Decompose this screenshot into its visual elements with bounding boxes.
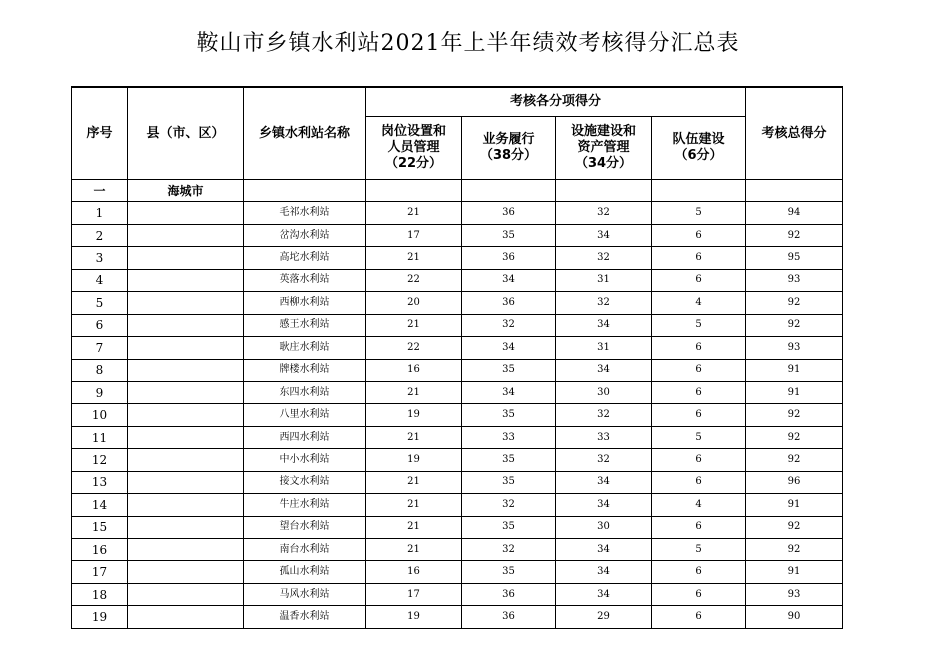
cell-staffing-score: 21 bbox=[366, 516, 462, 538]
table-row bbox=[72, 583, 843, 605]
cell-total-score: 92 bbox=[746, 516, 843, 538]
cell-total-score: 91 bbox=[746, 561, 843, 583]
table-row bbox=[72, 449, 843, 471]
header-team: 队伍建设 （6分） bbox=[652, 117, 746, 180]
table-row bbox=[72, 516, 843, 538]
table-row bbox=[72, 494, 843, 516]
cell-seq: 13 bbox=[72, 471, 128, 493]
cell-facilities-score: 34 bbox=[556, 561, 652, 583]
cell-seq: 1 bbox=[72, 202, 128, 224]
cell-team-score: 5 bbox=[652, 426, 746, 448]
cell-county bbox=[128, 224, 244, 246]
cell-staffing-score: 17 bbox=[366, 224, 462, 246]
cell-staffing-score: 16 bbox=[366, 561, 462, 583]
cell-station: 岔沟水利站 bbox=[244, 224, 366, 246]
cell-staffing-score: 21 bbox=[366, 381, 462, 403]
table-row bbox=[72, 202, 843, 224]
cell-total-score: 94 bbox=[746, 202, 843, 224]
header-subscores-group: 考核各分项得分 bbox=[366, 87, 746, 117]
cell-staffing-score: 21 bbox=[366, 426, 462, 448]
cell-business-score: 35 bbox=[462, 404, 556, 426]
cell-facilities-score: 30 bbox=[556, 381, 652, 403]
cell-business-score: 35 bbox=[462, 359, 556, 381]
cell-county bbox=[128, 494, 244, 516]
cell-staffing-score: 21 bbox=[366, 471, 462, 493]
cell-business-score: 34 bbox=[462, 381, 556, 403]
cell-station: 牌楼水利站 bbox=[244, 359, 366, 381]
header-business: 业务履行 （38分） bbox=[462, 117, 556, 180]
header-total: 考核总得分 bbox=[746, 87, 843, 180]
cell-total-score: 92 bbox=[746, 224, 843, 246]
cell-station: 望台水利站 bbox=[244, 516, 366, 538]
cell-team-score: 6 bbox=[652, 583, 746, 605]
table-row bbox=[72, 404, 843, 426]
cell-team-score: 6 bbox=[652, 561, 746, 583]
cell-total-score: 92 bbox=[746, 314, 843, 336]
cell-seq: 19 bbox=[72, 606, 128, 628]
header-county: 县（市、区） bbox=[128, 87, 244, 180]
header-station: 乡镇水利站名称 bbox=[244, 87, 366, 180]
cell-facilities-score: 32 bbox=[556, 404, 652, 426]
cell-total-score: 93 bbox=[746, 337, 843, 359]
group-county: 海城市 bbox=[128, 180, 244, 202]
table-row bbox=[72, 314, 843, 336]
cell-facilities-score: 34 bbox=[556, 583, 652, 605]
table-row bbox=[72, 337, 843, 359]
cell-team-score: 6 bbox=[652, 449, 746, 471]
cell-station: 南台水利站 bbox=[244, 539, 366, 561]
cell-business-score: 34 bbox=[462, 337, 556, 359]
cell-team-score: 6 bbox=[652, 516, 746, 538]
cell-staffing-score: 21 bbox=[366, 539, 462, 561]
table-row bbox=[72, 224, 843, 246]
cell-county bbox=[128, 449, 244, 471]
cell-facilities-score: 32 bbox=[556, 292, 652, 314]
cell-station: 接文水利站 bbox=[244, 471, 366, 493]
cell-staffing-score: 21 bbox=[366, 314, 462, 336]
cell-station: 八里水利站 bbox=[244, 404, 366, 426]
cell-county bbox=[128, 292, 244, 314]
cell-business-score: 35 bbox=[462, 224, 556, 246]
table-row bbox=[72, 539, 843, 561]
cell-total-score: 91 bbox=[746, 381, 843, 403]
cell-facilities-score: 34 bbox=[556, 224, 652, 246]
table-row bbox=[72, 292, 843, 314]
table-row bbox=[72, 471, 843, 493]
cell-station: 西柳水利站 bbox=[244, 292, 366, 314]
cell-seq: 14 bbox=[72, 494, 128, 516]
cell-county bbox=[128, 269, 244, 291]
cell-staffing-score: 19 bbox=[366, 449, 462, 471]
table-row bbox=[72, 606, 843, 628]
cell-facilities-score: 34 bbox=[556, 471, 652, 493]
cell-business-score: 36 bbox=[462, 292, 556, 314]
cell-business-score: 36 bbox=[462, 247, 556, 269]
table-row bbox=[72, 269, 843, 291]
cell-county bbox=[128, 381, 244, 403]
cell-seq: 10 bbox=[72, 404, 128, 426]
cell-team-score: 6 bbox=[652, 269, 746, 291]
cell-station: 牛庄水利站 bbox=[244, 494, 366, 516]
cell-station: 马风水利站 bbox=[244, 583, 366, 605]
cell-total-score: 92 bbox=[746, 404, 843, 426]
cell-business-score: 36 bbox=[462, 606, 556, 628]
cell-total-score: 96 bbox=[746, 471, 843, 493]
cell-total-score: 90 bbox=[746, 606, 843, 628]
cell-total-score: 92 bbox=[746, 292, 843, 314]
cell-station: 温香水利站 bbox=[244, 606, 366, 628]
cell-county bbox=[128, 337, 244, 359]
cell-county bbox=[128, 606, 244, 628]
cell-team-score: 5 bbox=[652, 539, 746, 561]
cell-seq: 2 bbox=[72, 224, 128, 246]
header-seq: 序号 bbox=[72, 87, 128, 180]
cell-business-score: 35 bbox=[462, 516, 556, 538]
cell-county bbox=[128, 314, 244, 336]
cell-county bbox=[128, 516, 244, 538]
cell-total-score: 93 bbox=[746, 269, 843, 291]
cell-business-score: 32 bbox=[462, 539, 556, 561]
cell-staffing-score: 17 bbox=[366, 583, 462, 605]
cell-team-score: 4 bbox=[652, 292, 746, 314]
cell-seq: 15 bbox=[72, 516, 128, 538]
cell-seq: 16 bbox=[72, 539, 128, 561]
group-row bbox=[72, 180, 843, 202]
cell-seq: 12 bbox=[72, 449, 128, 471]
cell-business-score: 36 bbox=[462, 583, 556, 605]
cell-facilities-score: 33 bbox=[556, 426, 652, 448]
cell-seq: 17 bbox=[72, 561, 128, 583]
cell-station: 西四水利站 bbox=[244, 426, 366, 448]
cell-team-score: 5 bbox=[652, 314, 746, 336]
cell-business-score: 35 bbox=[462, 449, 556, 471]
cell-facilities-score: 34 bbox=[556, 314, 652, 336]
cell-station: 毛祁水利站 bbox=[244, 202, 366, 224]
cell-staffing-score: 19 bbox=[366, 404, 462, 426]
cell-county bbox=[128, 471, 244, 493]
header-facilities: 设施建设和 资产管理 （34分） bbox=[556, 117, 652, 180]
cell-facilities-score: 31 bbox=[556, 269, 652, 291]
cell-total-score: 92 bbox=[746, 539, 843, 561]
cell-seq: 18 bbox=[72, 583, 128, 605]
cell-business-score: 33 bbox=[462, 426, 556, 448]
cell-county bbox=[128, 247, 244, 269]
cell-station: 东四水利站 bbox=[244, 381, 366, 403]
cell-total-score: 93 bbox=[746, 583, 843, 605]
cell-facilities-score: 32 bbox=[556, 247, 652, 269]
cell-total-score: 91 bbox=[746, 494, 843, 516]
cell-team-score: 4 bbox=[652, 494, 746, 516]
cell-staffing-score: 16 bbox=[366, 359, 462, 381]
cell-seq: 9 bbox=[72, 381, 128, 403]
cell-seq: 5 bbox=[72, 292, 128, 314]
cell-staffing-score: 21 bbox=[366, 247, 462, 269]
cell-seq: 6 bbox=[72, 314, 128, 336]
cell-team-score: 6 bbox=[652, 404, 746, 426]
cell-facilities-score: 32 bbox=[556, 449, 652, 471]
cell-facilities-score: 32 bbox=[556, 202, 652, 224]
score-table bbox=[71, 86, 843, 629]
cell-total-score: 92 bbox=[746, 449, 843, 471]
cell-county bbox=[128, 583, 244, 605]
cell-team-score: 6 bbox=[652, 606, 746, 628]
cell-county bbox=[128, 561, 244, 583]
cell-station: 中小水利站 bbox=[244, 449, 366, 471]
cell-business-score: 34 bbox=[462, 269, 556, 291]
cell-facilities-score: 34 bbox=[556, 359, 652, 381]
table-row bbox=[72, 561, 843, 583]
cell-facilities-score: 34 bbox=[556, 539, 652, 561]
cell-total-score: 95 bbox=[746, 247, 843, 269]
table-row bbox=[72, 247, 843, 269]
cell-business-score: 32 bbox=[462, 494, 556, 516]
cell-facilities-score: 34 bbox=[556, 494, 652, 516]
cell-team-score: 6 bbox=[652, 381, 746, 403]
cell-business-score: 35 bbox=[462, 561, 556, 583]
cell-facilities-score: 31 bbox=[556, 337, 652, 359]
cell-seq: 11 bbox=[72, 426, 128, 448]
page-title: 鞍山市乡镇水利站2021年上半年绩效考核得分汇总表 bbox=[196, 31, 740, 56]
cell-staffing-score: 21 bbox=[366, 494, 462, 516]
cell-business-score: 32 bbox=[462, 314, 556, 336]
cell-facilities-score: 29 bbox=[556, 606, 652, 628]
table-row bbox=[72, 426, 843, 448]
cell-total-score: 92 bbox=[746, 426, 843, 448]
cell-seq: 7 bbox=[72, 337, 128, 359]
group-seq: 一 bbox=[72, 180, 128, 202]
table-row bbox=[72, 359, 843, 381]
cell-county bbox=[128, 426, 244, 448]
cell-staffing-score: 20 bbox=[366, 292, 462, 314]
cell-station: 孤山水利站 bbox=[244, 561, 366, 583]
cell-staffing-score: 22 bbox=[366, 269, 462, 291]
cell-staffing-score: 22 bbox=[366, 337, 462, 359]
cell-station: 耿庄水利站 bbox=[244, 337, 366, 359]
cell-staffing-score: 19 bbox=[366, 606, 462, 628]
cell-team-score: 6 bbox=[652, 247, 746, 269]
cell-seq: 4 bbox=[72, 269, 128, 291]
cell-station: 高坨水利站 bbox=[244, 247, 366, 269]
cell-team-score: 6 bbox=[652, 337, 746, 359]
cell-total-score: 91 bbox=[746, 359, 843, 381]
cell-county bbox=[128, 359, 244, 381]
table-row bbox=[72, 381, 843, 403]
cell-staffing-score: 21 bbox=[366, 202, 462, 224]
cell-station: 英落水利站 bbox=[244, 269, 366, 291]
cell-seq: 8 bbox=[72, 359, 128, 381]
cell-team-score: 5 bbox=[652, 202, 746, 224]
cell-team-score: 6 bbox=[652, 224, 746, 246]
cell-seq: 3 bbox=[72, 247, 128, 269]
cell-county bbox=[128, 539, 244, 561]
cell-business-score: 35 bbox=[462, 471, 556, 493]
cell-team-score: 6 bbox=[652, 471, 746, 493]
cell-station: 感王水利站 bbox=[244, 314, 366, 336]
cell-business-score: 36 bbox=[462, 202, 556, 224]
cell-facilities-score: 30 bbox=[556, 516, 652, 538]
cell-team-score: 6 bbox=[652, 359, 746, 381]
header-staffing: 岗位设置和 人员管理 （22分） bbox=[366, 117, 462, 180]
cell-county bbox=[128, 404, 244, 426]
cell-county bbox=[128, 202, 244, 224]
